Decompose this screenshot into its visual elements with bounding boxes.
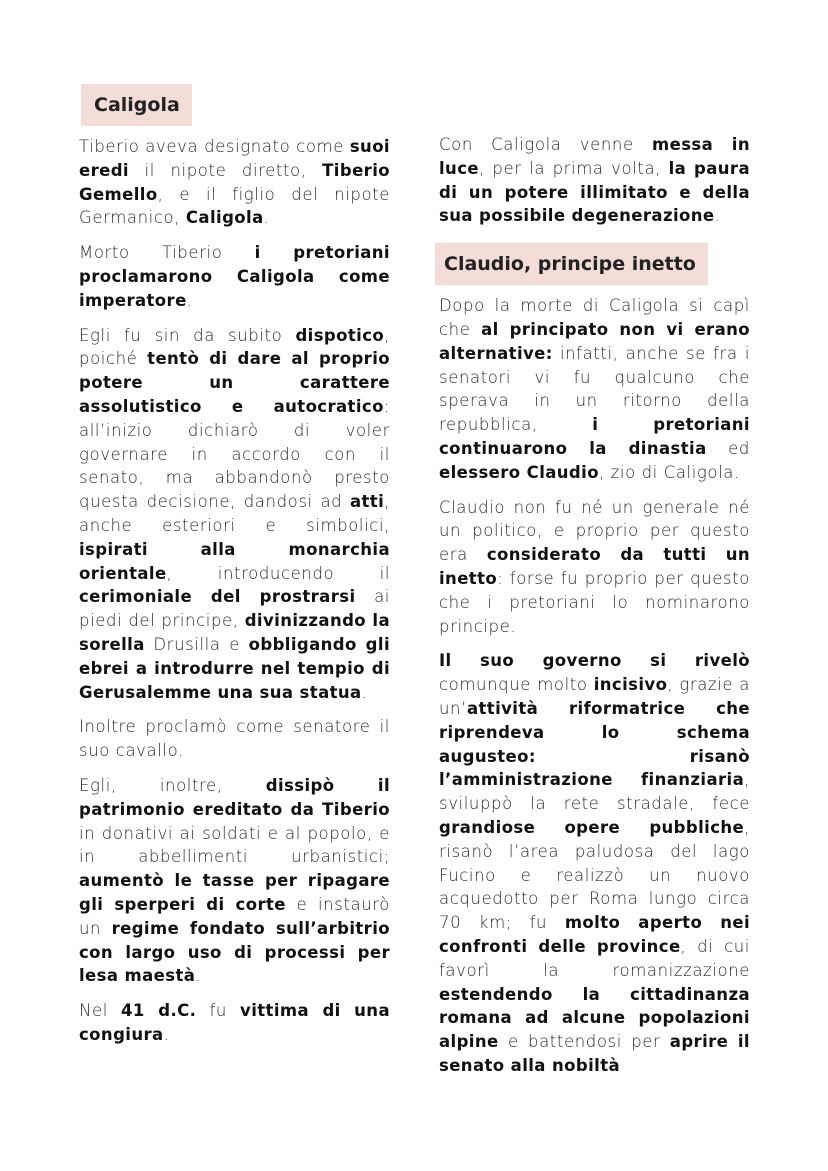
section-heading-caligola: Caligola	[81, 84, 192, 126]
bold-text: atti	[349, 492, 385, 512]
bold-text: grandiose opere pubbliche	[439, 817, 745, 837]
left-column	[79, 84, 390, 1058]
paragraph	[79, 241, 390, 312]
section-heading-claudio: Claudio, principe inetto	[435, 243, 708, 285]
text-run: ed	[706, 438, 750, 458]
text-run: e battendosi per	[498, 1032, 670, 1052]
text-run: .	[263, 208, 270, 228]
bold-text: Tiberio Gemello	[79, 160, 390, 204]
text-run: , e il figlio del nipote Germanico,	[79, 184, 390, 228]
bold-text: tentò di dare al proprio potere un carattere assolutistico e autocratico	[79, 349, 390, 416]
text-run: : forse fu proprio per questo che i pretoriani lo nominarono principe.	[439, 568, 750, 636]
text-run: ai piedi del principe,	[79, 587, 390, 631]
bold-text: Il suo governo si rivelò	[439, 651, 750, 671]
text-run: .	[361, 682, 368, 702]
text-run: infatti, anche se fra i senatori vi fu qualcuno che sperava in un ritorno della repubblica,	[439, 343, 750, 435]
bold-text: al principato non vi erano alternative:	[439, 319, 750, 363]
text-run: fu	[196, 1001, 241, 1021]
text-run: , introducendo il	[166, 563, 390, 583]
right-column	[439, 133, 750, 1089]
bold-text: attività riformatrice che riprendeva lo schema augusteo: risanò l’amministrazione finanziaria	[439, 698, 750, 790]
text-run: comunque molto	[439, 675, 594, 695]
text-run: .	[186, 290, 193, 310]
text-run: , poiché	[79, 325, 390, 369]
text-run: : all’inizio dichiarò di voler governare in accordo con il senato, ma abbandonò presto questa decisione, dandosi ad	[79, 396, 390, 512]
bold-text: aprire il senato alla nobiltà	[439, 1032, 750, 1075]
text-run: , anche esteriori e simbolici,	[79, 492, 390, 535]
text-run: Morto Tiberio	[79, 243, 255, 263]
bold-text: molto aperto nei confronti delle province	[439, 913, 750, 956]
bold-text: regime fondato sull’arbitrio con largo uso di processi per lesa maestà	[79, 918, 390, 986]
paragraph	[439, 294, 750, 484]
paragraph	[79, 999, 390, 1047]
text-run: .	[163, 1024, 170, 1044]
paragraph	[439, 649, 750, 1077]
paragraph	[79, 715, 390, 763]
text-run: .	[714, 206, 721, 226]
bold-text: la paura di un potere illimitato e della sua possibile degenerazione	[439, 158, 750, 226]
text-run: Egli fu sin da subito	[79, 325, 296, 345]
text-run: , per la prima volta,	[478, 158, 669, 178]
text-run: Con Caligola venne	[439, 135, 653, 154]
bold-text: divinizzando la sorella	[79, 611, 390, 654]
bold-text: Caligola	[185, 208, 264, 228]
text-run: , di cui favorì la romanizzazione	[439, 936, 750, 980]
bold-text: ispirati alla monarchia orientale	[79, 539, 390, 583]
text-run: Claudio non fu né un generale né un politico, e proprio per questo era	[439, 497, 750, 565]
bold-text: suoi eredi	[79, 137, 390, 180]
bold-text: considerato da tutti un inetto	[439, 545, 750, 588]
text-run: e instaurò un	[79, 894, 390, 938]
bold-text: 41 d.C.	[121, 1001, 197, 1021]
text-run: Dopo la morte di Caligola si capì che	[439, 296, 750, 339]
bold-text: estendendo la cittadinanza romana ad alcune popolazioni alpine	[439, 984, 750, 1052]
bold-text: aumentò le tasse per ripagare gli sperperi di corte	[79, 871, 390, 914]
text-run: , grazie a un’	[439, 675, 750, 718]
bold-text: elessero Claudio	[439, 462, 599, 482]
bold-text: obbligando gli ebrei a introdurre nel tempio di Gerusalemme una sua statua	[79, 634, 390, 702]
bold-text: cerimoniale del prostrarsi	[79, 587, 356, 607]
text-run: il nipote diretto,	[129, 160, 323, 180]
paragraph	[79, 135, 390, 230]
bold-text: messa in luce	[439, 135, 750, 178]
paragraph	[79, 774, 390, 988]
text-run: in donativi ai soldati e al popolo, e in abbellimenti urbanistici;	[79, 823, 390, 867]
text-run: Egli, inoltre,	[79, 775, 266, 795]
text-run: , sviluppò la rete stradale, fece	[439, 770, 750, 814]
paragraph	[439, 133, 750, 228]
paragraph	[439, 496, 750, 639]
bold-text: incisivo	[593, 675, 668, 695]
bold-text: dissipò il patrimonio ereditato da Tiberio	[79, 775, 390, 819]
text-run: Drusilla e	[144, 634, 249, 654]
text-run: Inoltre proclamò come senatore il suo cavallo.	[79, 717, 390, 761]
bold-text: i pretoriani continuarono la dinastia	[439, 415, 750, 458]
bold-text: i pretoriani proclamarono Caligola come imperatore	[79, 243, 390, 310]
text-run: , risanò l’area paludosa del lago Fucino e realizzò un nuovo acquedotto per Roma lungo circa 70 km; fu	[439, 817, 750, 933]
bold-text: vittima di una congiura	[79, 1001, 390, 1044]
bold-text: dispotico	[295, 325, 385, 345]
text-run: Tiberio aveva designato come	[79, 137, 350, 156]
text-run: .	[195, 966, 202, 986]
text-run: Nel	[79, 1001, 122, 1021]
text-run: , zio di Caligola.	[598, 462, 740, 482]
paragraph	[79, 324, 390, 705]
